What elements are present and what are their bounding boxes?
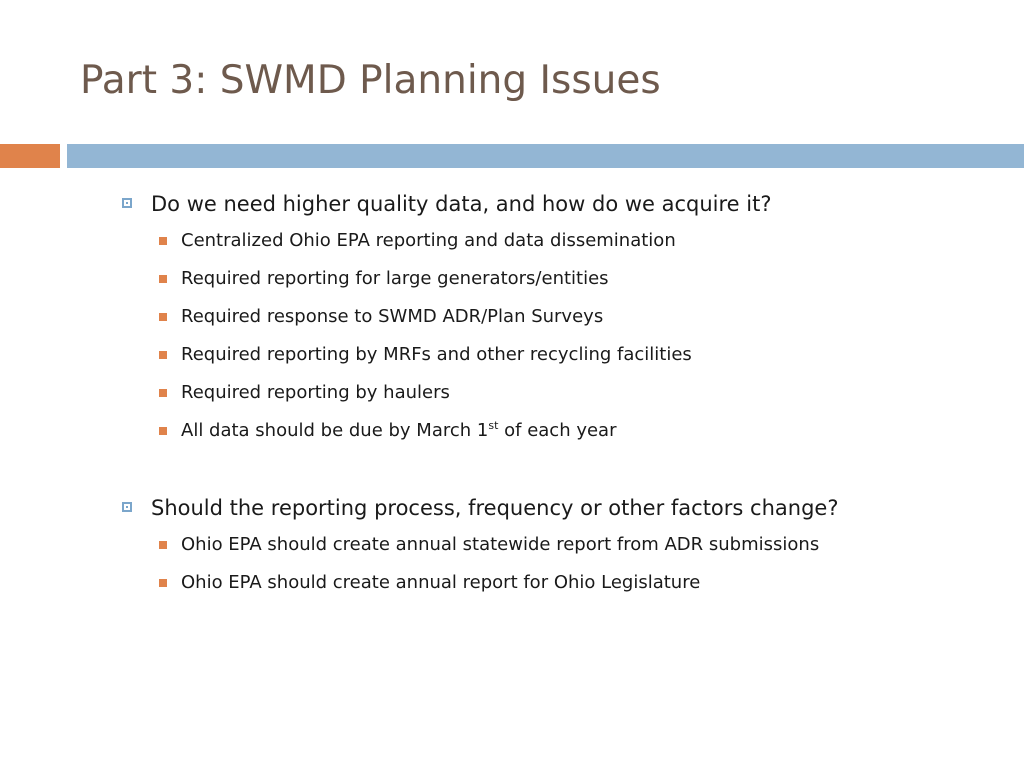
bullet-item-text-end: of each year	[498, 420, 617, 441]
bullet-item-text: Required response to SWMD ADR/Plan Surveys	[181, 306, 604, 327]
bullet-level1	[118, 188, 998, 220]
hollow-square-bullet-icon	[122, 502, 132, 512]
square-bullet-icon	[159, 237, 167, 245]
square-bullet-icon	[159, 313, 167, 321]
bullet-level2	[118, 564, 998, 602]
title-divider-bar	[67, 144, 1024, 168]
hollow-square-bullet-icon	[122, 198, 132, 208]
slide-title: Part 3: SWMD Planning Issues	[80, 58, 661, 103]
bullet-level2	[118, 412, 998, 450]
bullet-level2	[118, 260, 998, 298]
bullet-item-text: Ohio EPA should create annual statewide report from ADR submissions	[181, 534, 820, 555]
bullet-item-text: Ohio EPA should create annual report for Ohio Legislature	[181, 572, 701, 593]
square-bullet-icon	[159, 351, 167, 359]
bullet-level2	[118, 526, 998, 564]
bullet-content	[118, 188, 998, 602]
bullet-level2	[118, 298, 998, 336]
bullet-item-text-start: All data should be due by March 1	[181, 420, 489, 441]
ordinal-suffix: st	[488, 419, 499, 432]
square-bullet-icon	[159, 541, 167, 549]
accent-bar	[0, 144, 60, 168]
bullet-item-text: Required reporting by haulers	[181, 382, 450, 403]
bullet-item-text	[181, 420, 617, 441]
bullet-level2	[118, 336, 998, 374]
square-bullet-icon	[159, 389, 167, 397]
bullet-item-text: Required reporting for large generators/entities	[181, 268, 609, 289]
square-bullet-icon	[159, 275, 167, 283]
square-bullet-icon	[159, 427, 167, 435]
bullet-level2	[118, 374, 998, 412]
bullet-item-text: Centralized Ohio EPA reporting and data dissemination	[181, 230, 676, 251]
bullet-level2	[118, 222, 998, 260]
bullet-item-text: Required reporting by MRFs and other recycling facilities	[181, 344, 692, 365]
bullet-level1	[118, 492, 998, 524]
square-bullet-icon	[159, 579, 167, 587]
bullet-heading-text: Do we need higher quality data, and how do we acquire it?	[151, 192, 772, 216]
bullet-heading-text: Should the reporting process, frequency or other factors change?	[151, 496, 839, 520]
